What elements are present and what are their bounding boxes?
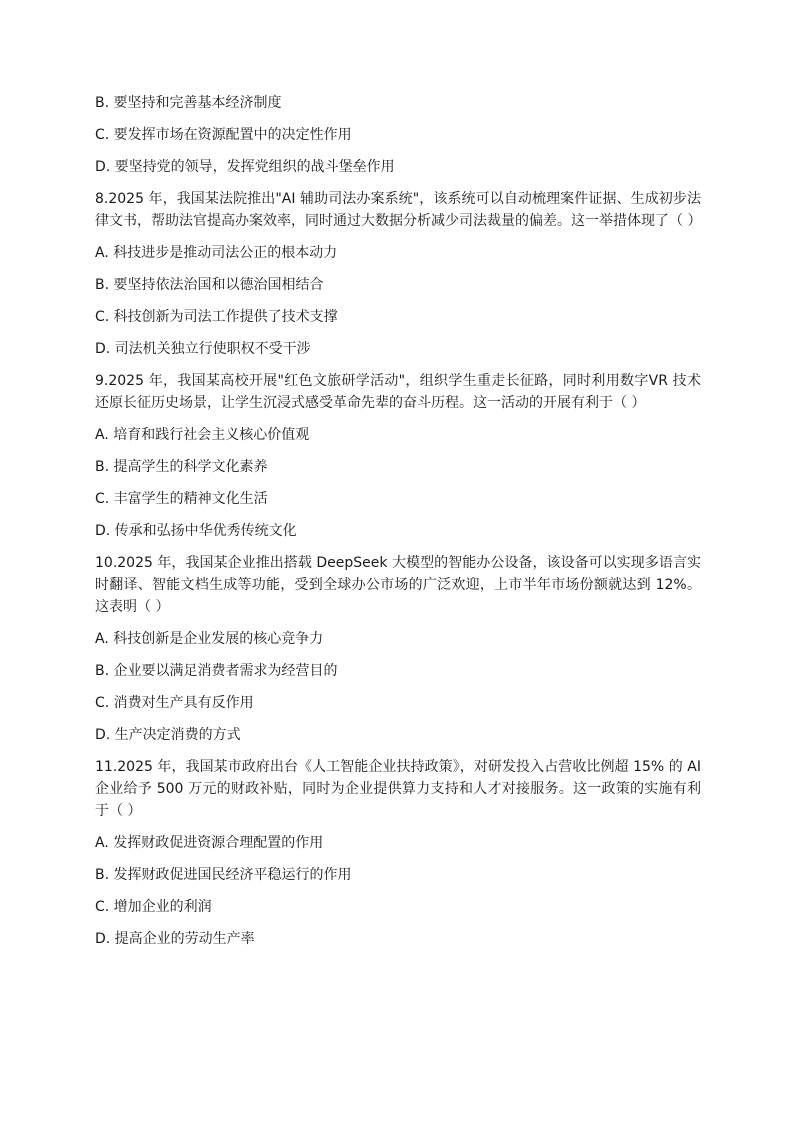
question-9-option-b: B. 提高学生的科学文化素养 xyxy=(95,459,268,475)
question-8-stem: 8.2025 年，我国某法院推出"AI 辅助司法办案系统"，该系统可以自动梳理案件证据、生成初步法律文书，帮助法官提高办案效率，同时通过大数据分析减少司法裁量的偏差。这一举措体现了（ ） xyxy=(95,191,702,229)
question-8-option-d: D. 司法机关独立行使职权不受干涉 xyxy=(95,341,311,357)
question-11-stem: 11.2025 年，我国某市政府出台《人工智能企业扶持政策》，对研发投入占营收比例超 15% 的 AI 企业给予 500 万元的财政补贴，同时为企业提供算力支持和人才对接服务。这一政策的实施有利于（ ） xyxy=(95,759,701,819)
question-8-option-c: C. 科技创新为司法工作提供了技术支撑 xyxy=(95,309,338,325)
question-9-stem: 9.2025 年，我国某高校开展"红色文旅研学活动"，组织学生重走长征路，同时利用数字VR 技术还原长征历史场景，让学生沉浸式感受革命先辈的奋斗历程。这一活动的开展有利于（ ） xyxy=(95,373,701,411)
question-11-option-d: D. 提高企业的劳动生产率 xyxy=(95,931,255,947)
question-10-option-c: C. 消费对生产具有反作用 xyxy=(95,695,254,711)
question-10-stem: 10.2025 年，我国某企业推出搭载 DeepSeek 大模型的智能办公设备，该设备可以实现多语言实时翻译、智能文档生成等功能，受到全球办公市场的广泛欢迎，上市半年市场份额就达到 12%。这表明（ ） xyxy=(95,555,701,615)
option-d: D. 要坚持党的领导，发挥党组织的战斗堡垒作用 xyxy=(95,159,395,175)
question-9-option-c: C. 丰富学生的精神文化生活 xyxy=(95,491,268,507)
question-11-option-a: A. 发挥财政促进资源合理配置的作用 xyxy=(95,835,324,851)
document-body xyxy=(95,92,701,960)
question-10-option-b: B. 企业要以满足消费者需求为经营目的 xyxy=(95,663,338,679)
question-10-option-a: A. 科技创新是企业发展的核心竞争力 xyxy=(95,631,324,647)
question-11-option-b: B. 发挥财政促进国民经济平稳运行的作用 xyxy=(95,867,352,883)
question-8-option-b: B. 要坚持依法治国和以德治国相结合 xyxy=(95,277,324,293)
question-9-option-a: A. 培育和践行社会主义核心价值观 xyxy=(95,427,310,443)
question-11-option-c: C. 增加企业的利润 xyxy=(95,899,212,915)
question-9-option-d: D. 传承和弘扬中华优秀传统文化 xyxy=(95,523,297,539)
question-8-option-a: A. 科技进步是推动司法公正的根本动力 xyxy=(95,245,338,261)
option-c: C. 要发挥市场在资源配置中的决定性作用 xyxy=(95,127,352,143)
option-b: B. 要坚持和完善基本经济制度 xyxy=(95,95,282,111)
question-10-option-d: D. 生产决定消费的方式 xyxy=(95,727,241,743)
